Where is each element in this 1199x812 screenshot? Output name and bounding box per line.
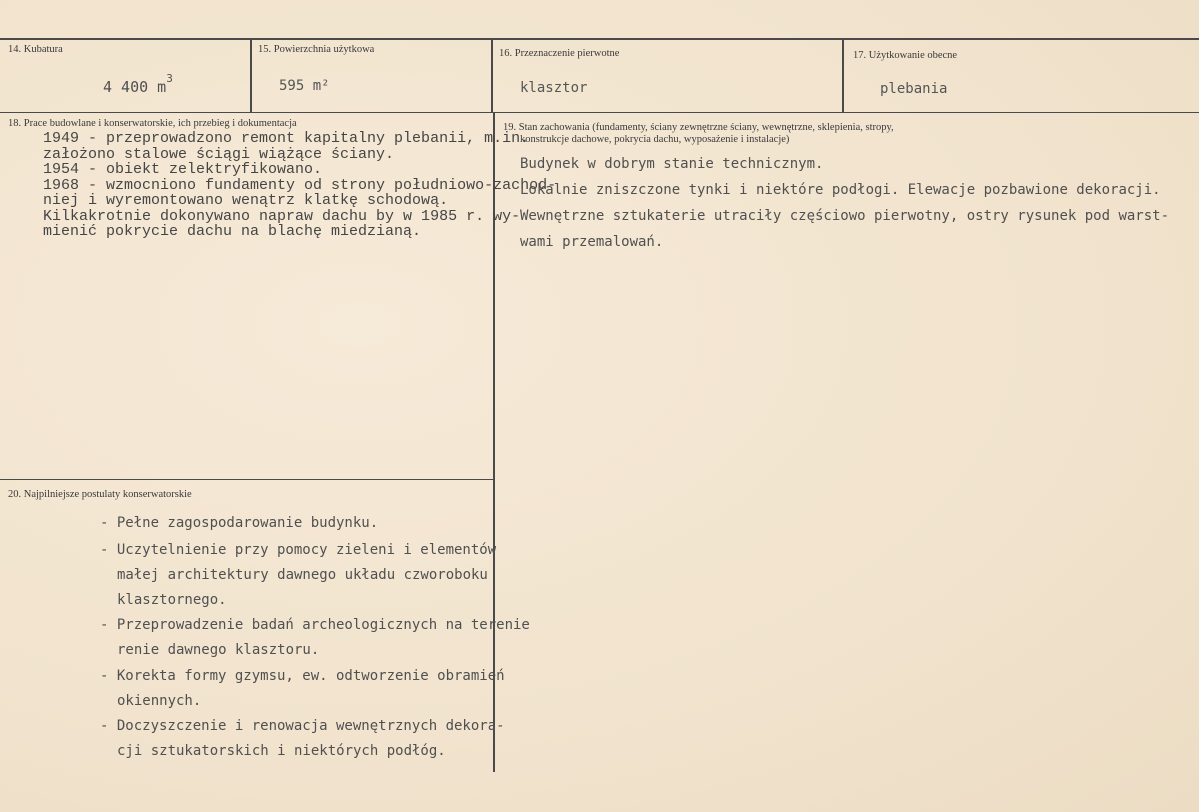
divider-14-15 xyxy=(250,38,252,112)
s18-line: 1954 - obiekt zelektryfikowano. xyxy=(43,161,323,178)
s18-line: 1968 - wzmocniono fundamenty od strony południowo-zachod- xyxy=(43,176,557,194)
s19-line: Wewnętrzne sztukaterie utraciły częściowo pierwotny, ostry rysunek pod warst- xyxy=(520,208,1170,224)
field-15-label: 15. Powierzchnia użytkowa xyxy=(258,44,375,55)
row1-bottom-rule xyxy=(0,112,1199,113)
field-14-value: 4 400 $m^3$ xyxy=(103,72,173,96)
s20-line: cji sztukatorskich i niektórych podłóg. xyxy=(117,743,446,759)
s20-line: okiennych. xyxy=(117,693,202,709)
field-15-value: 595 m² xyxy=(279,78,330,94)
s18-line: niej i wyremontowano wenątrz klatkę schodową. xyxy=(43,192,449,209)
section-18-label: 18. Prace budowlane i konserwatorskie, ich przebieg i dokumentacja xyxy=(8,118,297,129)
s18-bottom-rule xyxy=(0,479,494,480)
s18-line: 1949 - przeprowadzono remont kapitalny plebanii, m.in. xyxy=(43,130,530,147)
field-17-value: plebania xyxy=(880,81,948,97)
s20-line: małej architektury dawnego układu czworoboku xyxy=(117,567,488,583)
field-16-label: 16. Przeznaczenie pierwotne xyxy=(499,48,620,59)
divider-16-17 xyxy=(842,38,844,112)
s20-line: renie dawnego klasztoru. xyxy=(117,642,320,658)
s20-line: - Uczytelnienie przy pomocy zieleni i elementów xyxy=(100,542,497,558)
s20-line: - Doczyszczenie i renowacja wewnętrznych dekora- xyxy=(100,718,505,734)
s20-line: - Przeprowadzenie badań archeologicznych na terenie xyxy=(100,617,530,633)
s20-line: - Pełne zagospodarowanie budynku. xyxy=(100,515,379,531)
s19-line: Lokalnie zniszczone tynki i niektóre podłogi. Elewacje pozbawione dekoracji. xyxy=(520,182,1161,198)
s19-line: Budynek w dobrym stanie technicznym. xyxy=(520,156,824,172)
s20-line: - Korekta formy gzymsu, ew. odtworzenie obramień xyxy=(100,668,505,684)
section-20-label: 20. Najpilniejsze postulaty konserwatorskie xyxy=(8,489,192,500)
s20-line: klasztornego. xyxy=(117,592,227,608)
s18-line: Kilkakrotnie dokonywano napraw dachu by w 1985 r. wy- xyxy=(43,207,521,225)
field-14-unit-sup: 3 xyxy=(166,72,173,85)
s18-line: mienić pokrycie dachu na blachę miedzianą. xyxy=(43,223,422,240)
s18-line: założono stalowe ściągi wiążące ściany. xyxy=(43,145,395,163)
field-14-label: 14. Kubatura xyxy=(8,44,63,55)
s19-line: wami przemalowań. xyxy=(520,234,664,250)
field-17-label: 17. Użytkowanie obecne xyxy=(853,50,958,61)
field-16-value: klasztor xyxy=(520,80,588,96)
section-19-label-line1: 19. Stan zachowania (fundamenty, ściany zewnętrzne ściany, wewnętrzne, sklepienia, stropy, xyxy=(503,122,894,133)
section-19-label-line2: konstrukcje dachowe, pokrycia dachu, wyposażenie i instalacje) xyxy=(520,134,790,145)
section-18-text xyxy=(43,131,556,240)
top-rule xyxy=(0,38,1199,40)
divider-15-16 xyxy=(491,38,493,112)
